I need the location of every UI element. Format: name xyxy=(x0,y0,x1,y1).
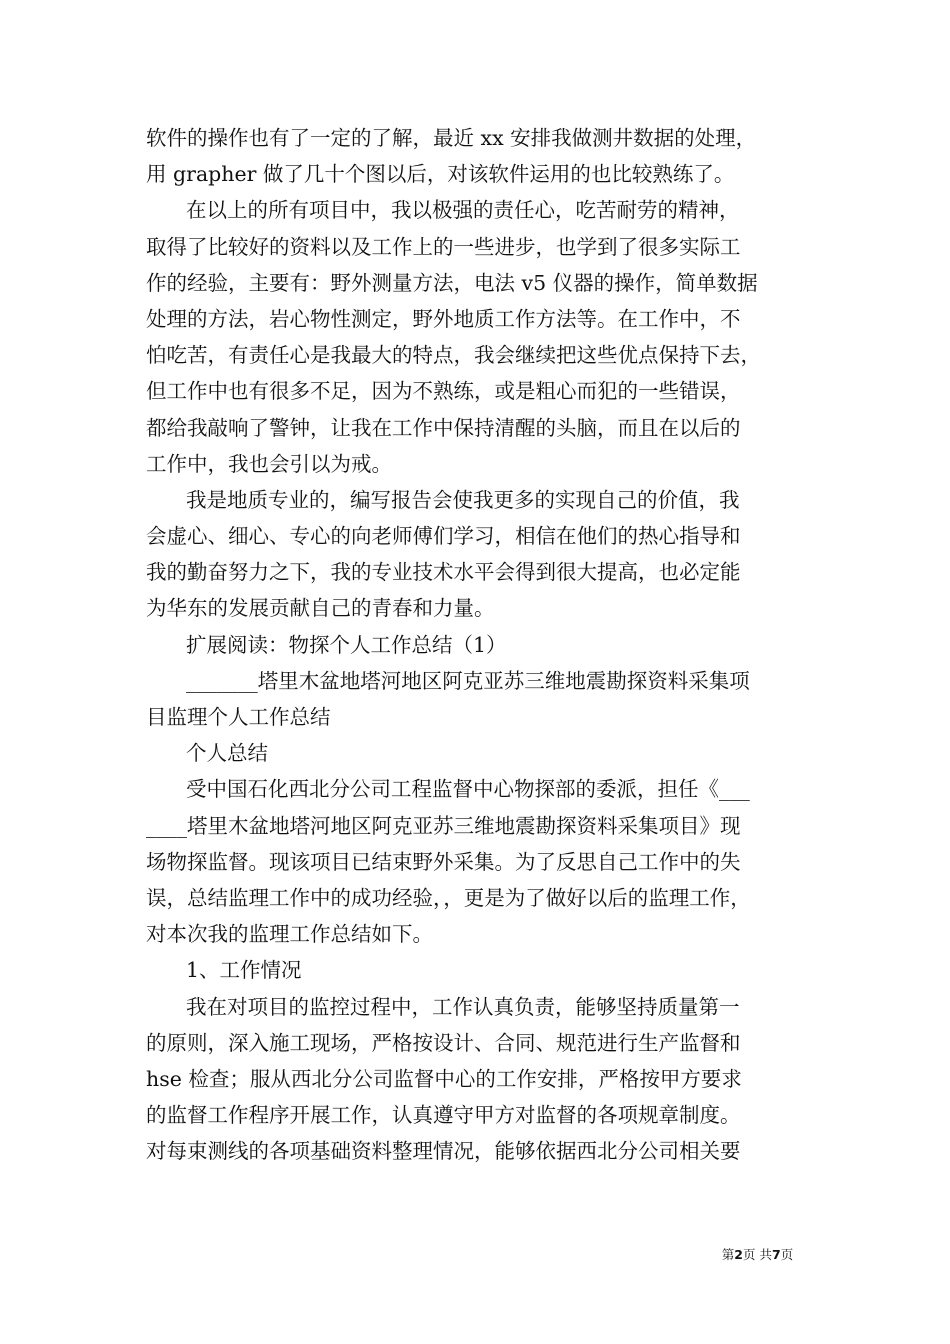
text-line: 误，总结监理工作中的成功经验，，更是为了做好以后的监理工作， xyxy=(146,885,751,910)
total-pages: 7 xyxy=(771,1247,781,1262)
text-line: 目监理个人工作总结 xyxy=(146,705,331,729)
text-line: 的监督工作程序开展工作，认真遵守甲方对监督的各项规章制度。 xyxy=(146,1103,741,1128)
text-line: 个人总结 xyxy=(186,741,268,766)
text-line: 对本次我的监理工作总结如下。 xyxy=(146,922,433,947)
current-page: 2 xyxy=(734,1247,743,1262)
text-line: ____塔里木盆地塔河地区阿克亚苏三维地震勘探资料采集项目》现 xyxy=(146,813,741,838)
text-line: 但工作中也有很多不足，因为不熟练，或是粗心而犯的一些错误， xyxy=(146,379,741,404)
text-line: hse 检查；服从西北分公司监督中心的工作安排，严格按甲方要求 xyxy=(146,1066,742,1091)
text-line: 对每束测线的各项基础资料整理情况，能够依据西北分公司相关要 xyxy=(146,1139,741,1164)
text-line: 在以上的所有项目中，我以极强的责任心，吃苦耐劳的精神， xyxy=(186,198,740,223)
page-prefix: 第 xyxy=(721,1247,735,1262)
text-line: 扩展阅读：物探个人工作总结（1） xyxy=(186,632,507,657)
text-line: 处理的方法，岩心物性测定，野外地质工作方法等。在工作中，不 xyxy=(146,306,741,331)
text-line: 用 grapher 做了几十个图以后，对该软件运用的也比较熟练了。 xyxy=(146,162,735,187)
text-line: 的原则，深入施工现场，严格按设计、合同、规范进行生产监督和 xyxy=(146,1030,741,1055)
text-line: _______塔里木盆地塔河地区阿克亚苏三维地震勘探资料采集项 xyxy=(186,668,750,693)
text-line: 工作中，我也会引以为戒。 xyxy=(146,451,392,476)
body-text xyxy=(146,120,816,1169)
text-line: 场物探监督。现该项目已结束野外采集。为了反思自己工作中的失 xyxy=(146,849,741,874)
text-line: 受中国石化西北分公司工程监督中心物探部的委派，担任《___ xyxy=(186,777,750,802)
text-line: 怕吃苦，有责任心是我最大的特点，我会继续把这些优点保持下去， xyxy=(146,343,761,368)
page-number xyxy=(700,1245,815,1263)
text-line: 都给我敲响了警钟，让我在工作中保持清醒的头脑，而且在以后的 xyxy=(146,415,741,440)
text-line: 1、工作情况 xyxy=(186,958,302,983)
text-line: 我是地质专业的，编写报告会使我更多的实现自己的价值，我 xyxy=(186,487,740,512)
text-line: 为华东的发展贡献自己的青春和力量。 xyxy=(146,596,495,621)
text-line: 我在对项目的监控过程中，工作认真负责，能够坚持质量第一 xyxy=(186,994,740,1019)
text-line: 软件的操作也有了一定的了解，最近 xx 安排我做测井数据的处理， xyxy=(146,126,757,150)
page-suffix: 页 xyxy=(780,1247,794,1262)
text-line: 我的勤奋努力之下，我的专业技术水平会得到很大提高，也必定能 xyxy=(146,560,741,585)
text-line: 取得了比较好的资料以及工作上的一些进步，也学到了很多实际工 xyxy=(146,234,741,259)
text-line: 作的经验，主要有：野外测量方法，电法 v5 仪器的操作，简单数据 xyxy=(146,270,758,295)
page-middle: 页 共 xyxy=(743,1247,772,1262)
text-line: 会虚心、细心、专心的向老师傅们学习，相信在他们的热心指导和 xyxy=(146,524,741,549)
